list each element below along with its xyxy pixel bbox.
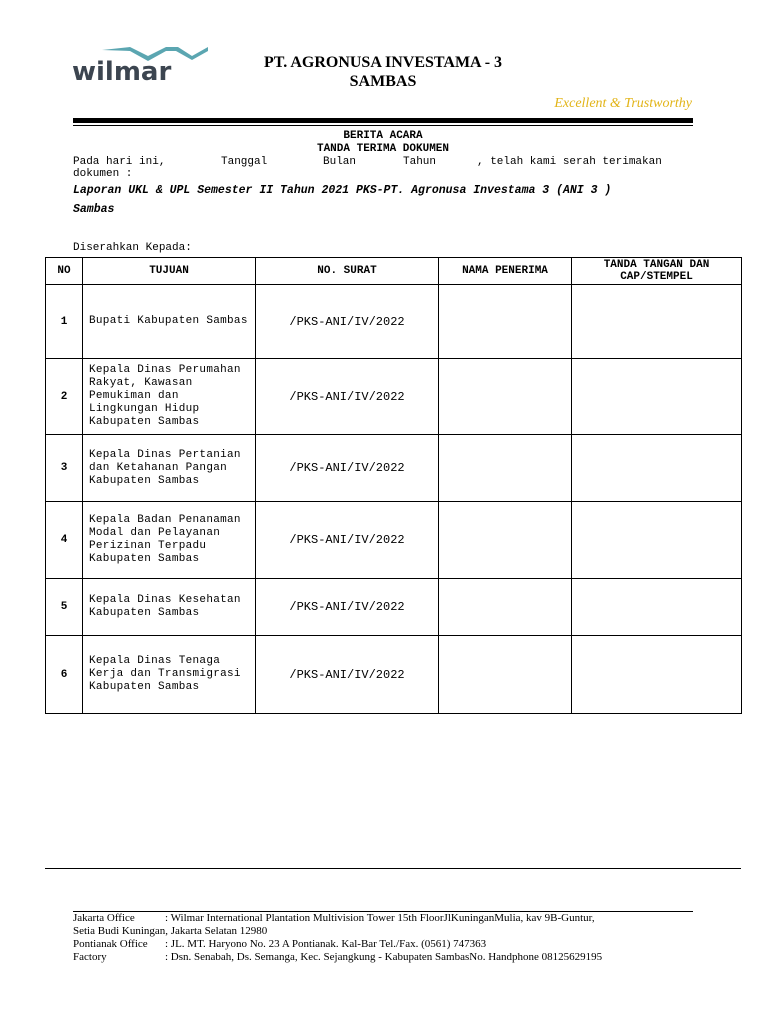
letter-number: /PKS-ANI/IV/2022 bbox=[256, 636, 439, 714]
header-divider-thick bbox=[73, 118, 693, 123]
signature-stamp-cell[interactable] bbox=[572, 502, 742, 579]
signature-stamp-cell[interactable] bbox=[572, 435, 742, 502]
signature-stamp-cell[interactable] bbox=[572, 359, 742, 435]
footer-label: Factory bbox=[73, 951, 107, 963]
intro-month-label: Bulan bbox=[323, 156, 357, 168]
recipient-destination: Kepala Dinas Kesehatan Kabupaten Sambas bbox=[83, 579, 256, 636]
signature-stamp-cell[interactable] bbox=[572, 285, 742, 359]
footer-jakarta-office bbox=[73, 912, 595, 924]
table-header-row bbox=[46, 258, 742, 285]
table-row bbox=[46, 636, 742, 714]
footer-value: : JL. MT. Haryono No. 23 A Pontianak. Kal-Bar Tel./Fax. (0561) 747363 bbox=[165, 938, 487, 950]
intro-date-label: Tanggal bbox=[221, 156, 268, 168]
footer-label: Jakarta Office bbox=[73, 912, 135, 924]
letter-number: /PKS-ANI/IV/2022 bbox=[256, 285, 439, 359]
row-number: 4 bbox=[46, 502, 83, 579]
footer-label: Pontianak Office bbox=[73, 938, 148, 950]
company-name: PT. AGRONUSA INVESTAMA - 3 bbox=[263, 54, 503, 71]
column-header-nama-penerima: NAMA PENERIMA bbox=[439, 258, 572, 285]
intro-handover-text: , telah kami serah terimakan bbox=[477, 156, 662, 168]
recipient-destination: Kepala Dinas Perumahan Rakyat, Kawasan Pemukiman dan Lingkungan Hidup Kabupaten Sambas bbox=[83, 359, 256, 435]
recipient-name-cell[interactable] bbox=[439, 435, 572, 502]
recipient-name-cell[interactable] bbox=[439, 636, 572, 714]
handover-label: Diserahkan Kepada: bbox=[73, 242, 192, 254]
table-row bbox=[46, 359, 742, 435]
intro-year-label: Tahun bbox=[403, 156, 437, 168]
footer-value: : Dsn. Senabah, Ds. Semanga, Kec. Sejangkung - Kabupaten SambasNo. Handphone 08125629195 bbox=[165, 951, 603, 963]
letter-number: /PKS-ANI/IV/2022 bbox=[256, 579, 439, 636]
logo-wordmark: wilmar bbox=[72, 57, 172, 84]
footer-factory bbox=[73, 951, 602, 963]
row-number: 1 bbox=[46, 285, 83, 359]
table-row bbox=[46, 435, 742, 502]
letter-number: /PKS-ANI/IV/2022 bbox=[256, 435, 439, 502]
column-header-tujuan: TUJUAN bbox=[83, 258, 256, 285]
document-subject-continued: Sambas bbox=[73, 203, 115, 216]
recipient-destination: Bupati Kabupaten Sambas bbox=[83, 285, 256, 359]
recipient-name-cell[interactable] bbox=[439, 579, 572, 636]
column-header-tanda-tangan: TANDA TANGAN DAN CAP/STEMPEL bbox=[572, 258, 742, 285]
letter-number: /PKS-ANI/IV/2022 bbox=[256, 359, 439, 435]
intro-day-label: Pada hari ini, bbox=[73, 156, 166, 168]
recipient-name-cell[interactable] bbox=[439, 502, 572, 579]
footer-jakarta-office-continued bbox=[73, 925, 267, 937]
intro-statement bbox=[73, 156, 695, 168]
column-header-no: NO bbox=[46, 258, 83, 285]
tagline: Excellent & Trustworthy bbox=[554, 96, 692, 111]
row-number: 2 bbox=[46, 359, 83, 435]
letter-number: /PKS-ANI/IV/2022 bbox=[256, 502, 439, 579]
footer-divider bbox=[45, 868, 741, 869]
wilmar-logo bbox=[70, 44, 210, 84]
recipient-destination: Kepala Badan Penanaman Modal dan Pelayanan Perizinan Terpadu Kabupaten Sambas bbox=[83, 502, 256, 579]
column-header-no-surat: NO. SURAT bbox=[256, 258, 439, 285]
table-row bbox=[46, 579, 742, 636]
recipient-table bbox=[45, 257, 742, 714]
document-subtitle: TANDA TERIMA DOKUMEN bbox=[316, 143, 450, 155]
footer-pontianak-office bbox=[73, 938, 486, 950]
company-location: SAMBAS bbox=[349, 73, 417, 90]
recipient-name-cell[interactable] bbox=[439, 359, 572, 435]
recipient-name-cell[interactable] bbox=[439, 285, 572, 359]
table-row bbox=[46, 502, 742, 579]
table-row bbox=[46, 285, 742, 359]
recipient-destination: Kepala Dinas Pertanian dan Ketahanan Pangan Kabupaten Sambas bbox=[83, 435, 256, 502]
row-number: 3 bbox=[46, 435, 83, 502]
intro-document-label: dokumen : bbox=[73, 168, 133, 180]
recipient-destination: Kepala Dinas Tenaga Kerja dan Transmigrasi Kabupaten Sambas bbox=[83, 636, 256, 714]
row-number: 6 bbox=[46, 636, 83, 714]
signature-stamp-cell[interactable] bbox=[572, 636, 742, 714]
document-subject: Laporan UKL & UPL Semester II Tahun 2021 PKS-PT. Agronusa Investama 3 (ANI 3 ) bbox=[73, 184, 612, 197]
footer-value: Setia Budi Kuningan, Jakarta Selatan 12980 bbox=[73, 925, 268, 937]
document-title: BERITA ACARA bbox=[343, 130, 423, 142]
header-divider-thin bbox=[73, 125, 693, 126]
footer-value: : Wilmar International Plantation Multivision Tower 15th FloorJlKuninganMulia, kav 9B-Guntur, bbox=[165, 912, 595, 924]
row-number: 5 bbox=[46, 579, 83, 636]
signature-stamp-cell[interactable] bbox=[572, 579, 742, 636]
